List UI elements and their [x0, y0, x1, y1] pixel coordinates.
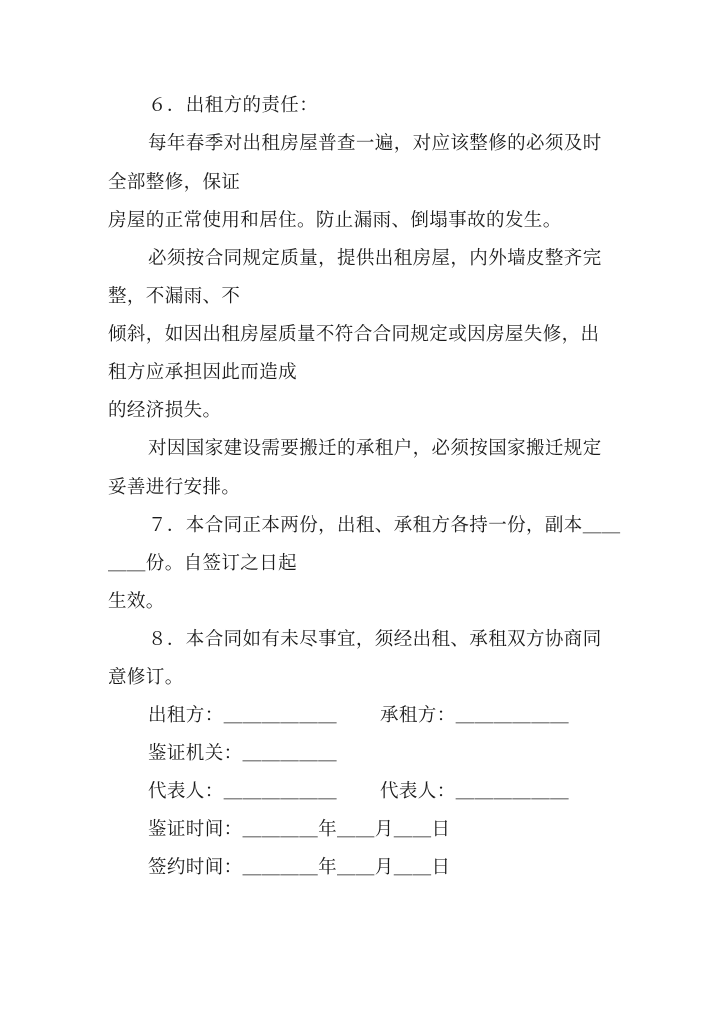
verification-date: 鉴证时间：＿＿＿＿年＿＿月＿＿日 — [148, 819, 451, 840]
clause-6-text-line: 房屋的正常使用和居住。防止漏雨、倒塌事故的发生。 — [108, 210, 562, 231]
signature-lessee: 承租方：＿＿＿＿＿＿ — [380, 705, 570, 726]
clause-7-text-line: ７．本合同正本两份，出租、承租方各持一份，副本＿＿ — [148, 515, 621, 536]
clause-6-heading: ６．出租方的责任： — [148, 95, 319, 116]
clause-6-text-line: 每年春季对出租房屋普查一遍，对应该整修的必须及时 — [148, 133, 602, 154]
clause-6-text-line: 整，不漏雨、不 — [108, 286, 241, 307]
signing-date: 签约时间：＿＿＿＿年＿＿月＿＿日 — [148, 857, 451, 878]
clause-6-text-line: 全部整修，保证 — [108, 172, 241, 193]
signature-representative-right: 代表人：＿＿＿＿＿＿ — [380, 781, 570, 802]
clause-6-text-line: 妥善进行安排。 — [108, 477, 241, 498]
clause-8-text-line: ８．本合同如有未尽事宜，须经出租、承租双方协商同 — [148, 629, 602, 650]
clause-7-text-line: ＿＿份。自签订之日起 — [108, 553, 298, 574]
clause-8-text-line: 意修订。 — [108, 667, 184, 688]
clause-7-text-line: 生效。 — [108, 591, 165, 612]
clause-6-text-line: 倾斜，如因出租房屋质量不符合合同规定或因房屋失修，出 — [108, 324, 600, 345]
clause-6-text-line: 的经济损失。 — [108, 400, 222, 421]
clause-6-text-line: 必须按合同规定质量，提供出租房屋，内外墙皮整齐完 — [148, 248, 602, 269]
signature-lessor: 出租方：＿＿＿＿＿＿ — [148, 705, 338, 726]
clause-6-text-line: 租方应承担因此而造成 — [108, 362, 298, 383]
signature-authority: 鉴证机关：＿＿＿＿＿ — [148, 743, 338, 764]
clause-6-text-line: 对因国家建设需要搬迁的承租户，必须按国家搬迁规定 — [148, 438, 602, 459]
signature-representative-left: 代表人：＿＿＿＿＿＿ — [148, 781, 338, 802]
